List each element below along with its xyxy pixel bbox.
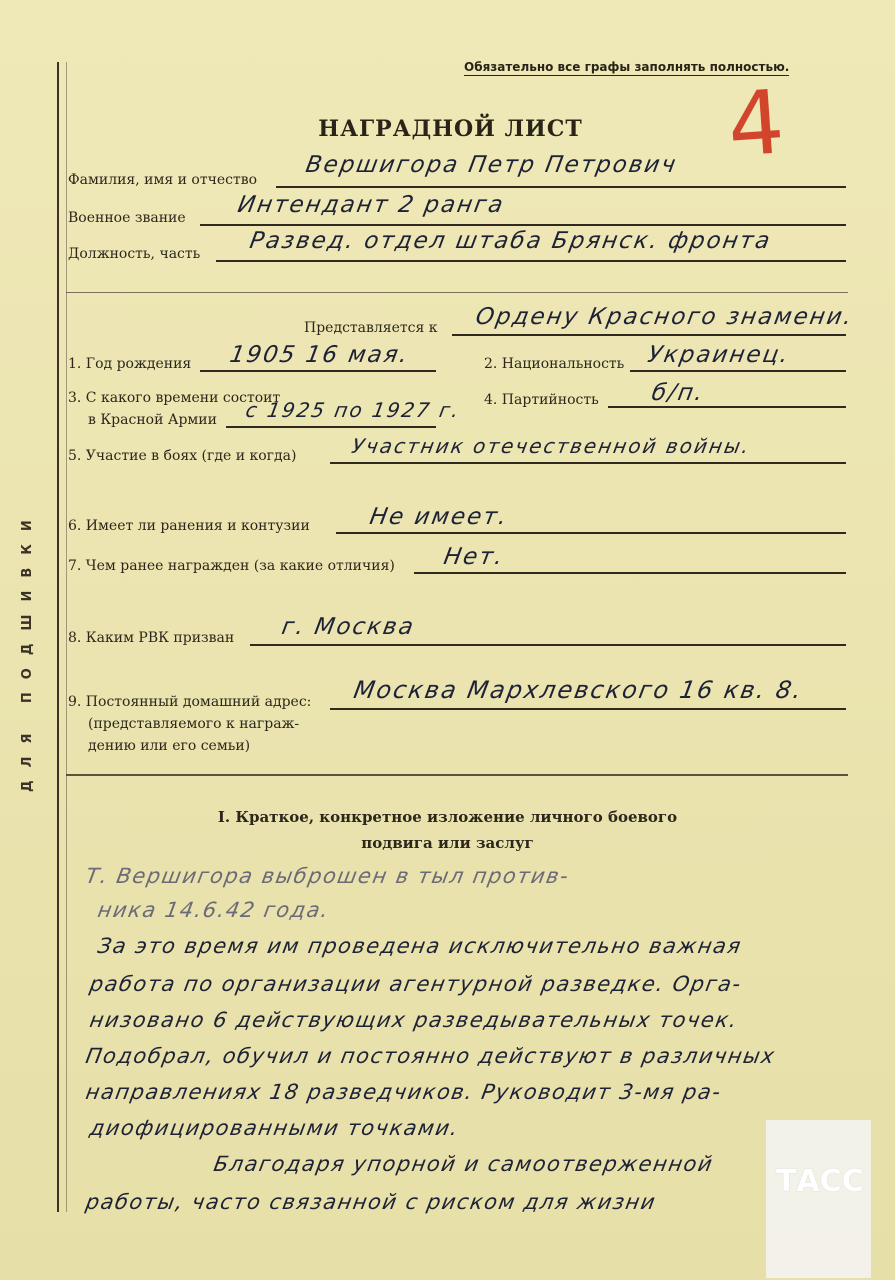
- narrative-line: направлениях 18 разведчиков. Руководит 3-мя ра-: [83, 1080, 724, 1104]
- narrative-line: низовано 6 действующих разведывательных точек.: [87, 1008, 741, 1032]
- address-label-3: дению или его семьи): [88, 738, 251, 754]
- birth-line: [200, 370, 436, 372]
- tass-logo-text: ТАСС: [776, 1164, 864, 1199]
- army-since-line: [226, 426, 436, 428]
- narrative-line: Т. Вершигора выброшен в тыл против-: [83, 864, 572, 888]
- red-pencil-mark: 4: [724, 70, 788, 177]
- narrative-line: ника 14.6.42 года.: [95, 898, 332, 922]
- awards-value: Нет.: [441, 544, 507, 570]
- document-title: НАГРАДНОЙ ЛИСТ: [318, 116, 583, 142]
- birth-value: 1905 16 мая.: [227, 342, 412, 368]
- fio-label: Фамилия, имя и отчество: [68, 172, 258, 188]
- party-value: б/п.: [649, 380, 707, 406]
- left-margin-line-inner: [66, 62, 67, 1212]
- fill-notice: Обязательно все графы заполнять полностью.: [464, 60, 790, 74]
- rank-label: Военное звание: [68, 210, 186, 226]
- nominated-line: [452, 334, 846, 336]
- address-value: Москва Мархлевского 16 кв. 8.: [351, 676, 806, 704]
- party-label: 4. Партийность: [484, 392, 599, 408]
- army-since-label-2: в Красной Армии: [88, 412, 217, 428]
- wounds-value: Не имеет.: [367, 504, 511, 530]
- wounds-line: [336, 532, 846, 534]
- narrative-line: За это время им проведена исключительно важная: [95, 934, 744, 958]
- separator-bottom: [66, 774, 848, 776]
- narrative-line: Благодаря упорной и самоотверженной: [211, 1152, 716, 1176]
- narrative-line: диофицированными точками.: [87, 1116, 462, 1140]
- position-label: Должность, часть: [68, 246, 201, 262]
- rank-value: Интендант 2 ранга: [235, 192, 507, 218]
- rvk-line: [250, 644, 846, 646]
- nominated-label: Представляется к: [304, 320, 438, 336]
- nationality-label: 2. Национальность: [484, 356, 625, 372]
- address-label-2: (представляемого к награж-: [88, 716, 300, 732]
- narrative-line: работы, часто связанной с риском для жизни: [83, 1190, 659, 1214]
- narrative-line: работа по организации агентурной разведке. Орга-: [87, 972, 744, 996]
- separator-top: [66, 292, 848, 293]
- nominated-value: Ордену Красного знамени.: [473, 304, 856, 330]
- battles-value: Участник отечественной войны.: [349, 434, 753, 458]
- fio-line: [276, 186, 846, 188]
- awards-line: [414, 572, 846, 574]
- battles-label: 5. Участие в боях (где и когда): [68, 448, 297, 464]
- rvk-label: 8. Каким РВК призван: [68, 630, 235, 646]
- position-value: Развед. отдел штаба Брянск. фронта: [247, 228, 774, 254]
- section-title-1: I. Краткое, конкретное изложение личного боевого: [217, 808, 678, 826]
- position-line: [216, 260, 846, 262]
- battles-line: [330, 462, 846, 464]
- tass-watermark: [766, 1120, 871, 1278]
- army-since-label-1: 3. С какого времени состоит: [68, 390, 281, 406]
- section-title-2: подвига или заслуг: [361, 834, 534, 852]
- left-margin-line: [57, 62, 59, 1212]
- army-since-value: с 1925 по 1927 г.: [243, 398, 463, 422]
- side-binding-label: ДЛЯ ПОДШИВКИ: [20, 507, 35, 793]
- rvk-value: г. Москва: [279, 614, 418, 640]
- narrative-line: Подобрал, обучил и постоянно действуют в различных: [83, 1044, 778, 1068]
- address-label-1: 9. Постоянный домашний адрес:: [68, 694, 312, 710]
- wounds-label: 6. Имеет ли ранения и контузии: [68, 518, 310, 534]
- rank-line: [200, 224, 846, 226]
- fio-value: Вершигора Петр Петрович: [303, 152, 680, 178]
- nationality-line: [630, 370, 846, 372]
- birth-label: 1. Год рождения: [68, 356, 192, 372]
- awards-label: 7. Чем ранее награжден (за какие отличия): [68, 558, 395, 574]
- party-line: [608, 406, 846, 408]
- nationality-value: Украинец.: [645, 342, 793, 368]
- address-line: [330, 708, 846, 710]
